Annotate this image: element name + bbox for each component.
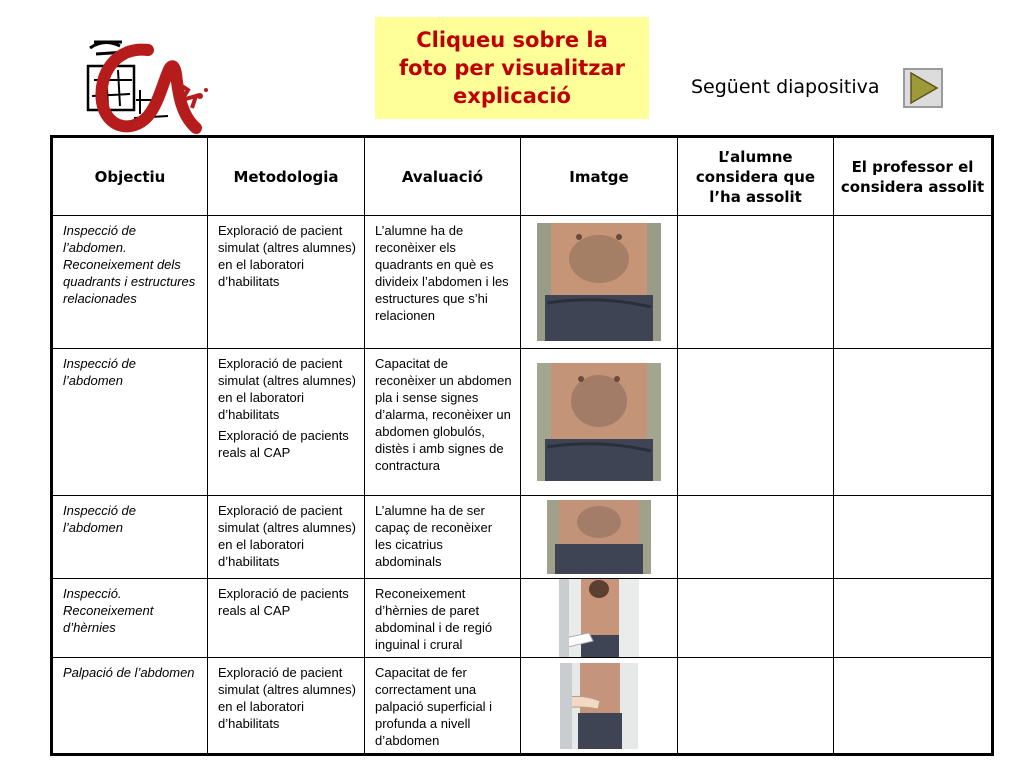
imatge-cell[interactable] xyxy=(521,496,678,579)
avaluacio-cell: L’alumne ha de ser capaç de reconèixer les cicatrius abdominals xyxy=(365,496,521,579)
metodologia-cell xyxy=(208,658,365,755)
table-row xyxy=(52,349,993,496)
header-imatge: Imatge xyxy=(521,137,678,216)
imatge-cell[interactable] xyxy=(521,579,678,658)
abdomen-photo[interactable] xyxy=(547,500,651,574)
header-objectiu: Objectiu xyxy=(52,137,208,216)
objectiu-cell: Inspecció. Reconeixement d’hèrnies xyxy=(52,579,208,658)
metodologia-text: Exploració de pacient simulat (altres alumnes) en el laboratori d’habilitats xyxy=(218,223,356,289)
metodologia-text: Exploració de pacients reals al CAP xyxy=(218,428,349,460)
alumne-check-cell[interactable] xyxy=(678,658,834,755)
next-slide-button[interactable] xyxy=(903,68,943,108)
avaluacio-cell: Reconeixement d’hèrnies de paret abdominal i de regió inguinal i crural xyxy=(365,579,521,658)
metodologia-text: Exploració de pacient simulat (altres alumnes) en el laboratori d’habilitats xyxy=(218,665,356,731)
header-metodologia: Metodologia xyxy=(208,137,365,216)
next-slide-label[interactable]: Següent diapositiva xyxy=(691,76,880,98)
abdomen-photo[interactable] xyxy=(537,363,661,481)
metodologia-cell xyxy=(208,349,365,496)
professor-check-cell[interactable] xyxy=(834,349,993,496)
table-row xyxy=(52,658,993,755)
alumne-check-cell[interactable] xyxy=(678,216,834,349)
header-alumne: L’alumne considera que l’ha assolit xyxy=(678,137,834,216)
metodologia-text: Exploració de pacient simulat (altres alumnes) en el laboratori d’habilitats xyxy=(218,503,356,569)
professor-check-cell[interactable] xyxy=(834,216,993,349)
table-row xyxy=(52,496,993,579)
professor-check-cell[interactable] xyxy=(834,579,993,658)
alumne-check-cell[interactable] xyxy=(678,496,834,579)
metodologia-text: Exploració de pacient simulat (altres alumnes) en el laboratori d’habilitats xyxy=(218,356,356,422)
imatge-cell[interactable] xyxy=(521,216,678,349)
title-line-3: explicació xyxy=(453,84,571,108)
objectiu-cell: Inspecció de l’abdomen xyxy=(52,349,208,496)
skills-table xyxy=(50,135,994,756)
title-line-2: foto per visualitzar xyxy=(399,56,625,80)
table-row xyxy=(52,579,993,658)
metodologia-cell xyxy=(208,579,365,658)
alumne-check-cell[interactable] xyxy=(678,579,834,658)
avaluacio-cell: Capacitat de reconèixer un abdomen pla i sense signes d’alarma, reconèixer un abdomen globulós, distès i amb signes de contractura xyxy=(365,349,521,496)
alumne-check-cell[interactable] xyxy=(678,349,834,496)
metodologia-text: Exploració de pacients reals al CAP xyxy=(218,586,349,618)
objectiu-cell: Inspecció de l’abdomen xyxy=(52,496,208,579)
header-avaluacio: Avaluació xyxy=(365,137,521,216)
header-professor: El professor el considera assolit xyxy=(834,137,993,216)
avaluacio-cell: L’alumne ha de reconèixer els quadrants en què es divideix l’abdomen i les estructures que s’hi relacionen xyxy=(365,216,521,349)
table-header-row xyxy=(52,137,993,216)
avaluacio-cell: Capacitat de fer correctament una palpació superficial i profunda a nivell d’abdomen xyxy=(365,658,521,755)
objectiu-cell: Palpació de l’abdomen xyxy=(52,658,208,755)
photo-instruction-box[interactable] xyxy=(375,17,649,119)
professor-check-cell[interactable] xyxy=(834,496,993,579)
metodologia-cell xyxy=(208,216,365,349)
metodologia-cell xyxy=(208,496,365,579)
abdomen-photo[interactable] xyxy=(537,223,661,341)
imatge-cell[interactable] xyxy=(521,349,678,496)
play-triangle-icon xyxy=(905,70,941,106)
hernia-exam-photo[interactable] xyxy=(559,579,639,657)
title-line-1: Cliqueu sobre la xyxy=(416,28,608,52)
logo-alpha-mark xyxy=(101,50,196,128)
imatge-cell[interactable] xyxy=(521,658,678,755)
palpation-photo[interactable] xyxy=(560,663,638,749)
objectiu-cell: Inspecció de l’abdomen. Reconeixement dels quadrants i estructures relacionades xyxy=(52,216,208,349)
university-logo xyxy=(76,30,216,138)
professor-check-cell[interactable] xyxy=(834,658,993,755)
table-row xyxy=(52,216,993,349)
